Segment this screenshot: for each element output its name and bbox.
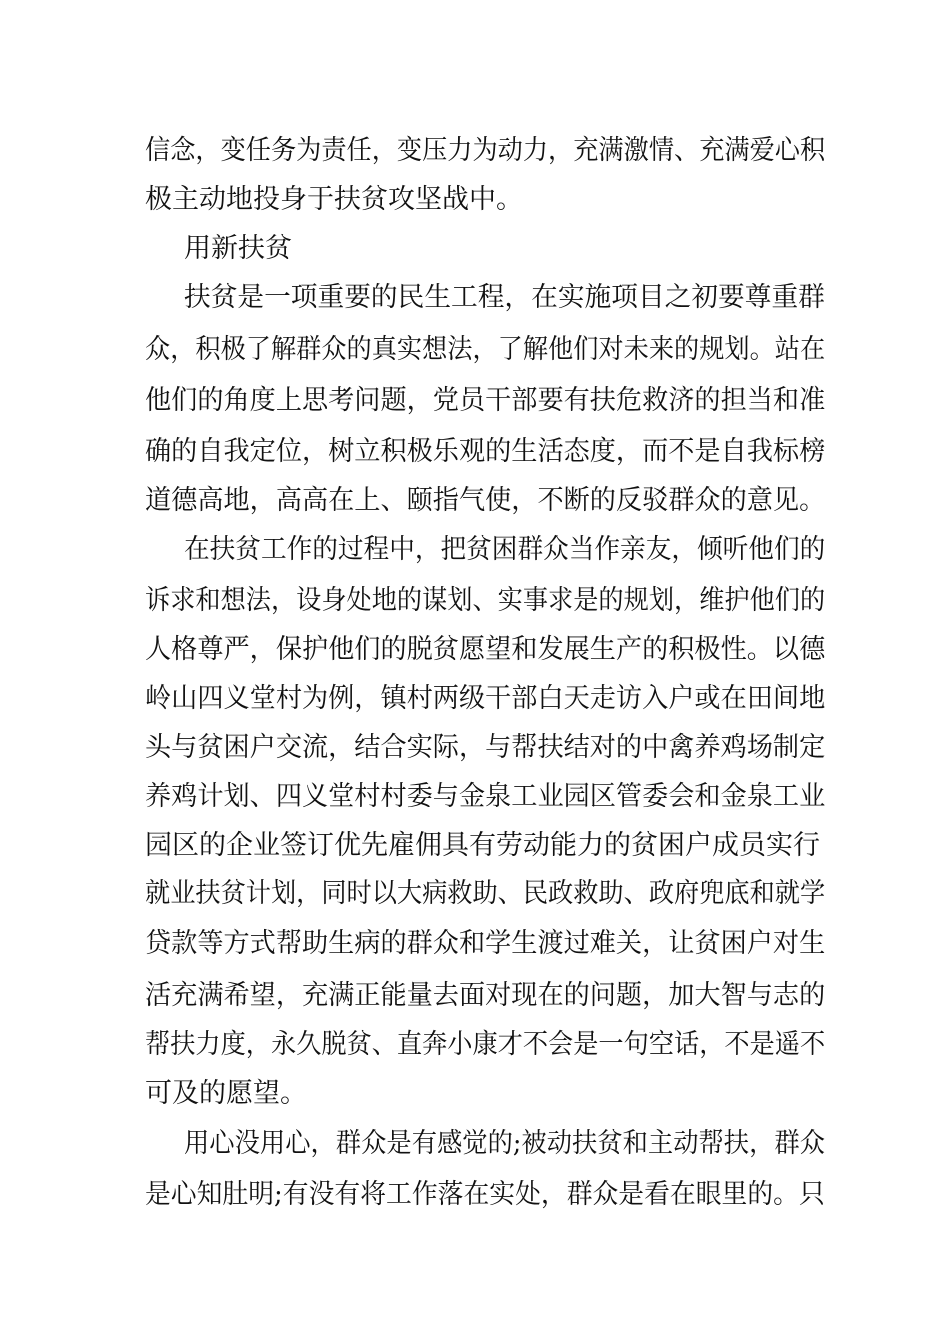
text-line: 园区的企业签订优先雇佣具有劳动能力的贫困户成员实行 [145, 830, 820, 861]
text-line: 确的自我定位，树立积极乐观的生活态度，而不是自我标榜 [145, 436, 826, 467]
text-line: 极主动地投身于扶贫攻坚战中。 [145, 184, 523, 215]
text-line: 贷款等方式帮助生病的群众和学生渡过难关，让贫困户对生 [145, 928, 826, 959]
text-line: 用心没用心，群众是有感觉的;被动扶贫和主动帮扶，群众 [184, 1128, 826, 1159]
text-line: 活充满希望，充满正能量去面对现在的问题，加大智与志的 [145, 980, 826, 1011]
text-line: 头与贫困户交流，结合实际，与帮扶结对的中禽养鸡场制定 [145, 732, 826, 763]
text-line: 帮扶力度，永久脱贫、直奔小康才不会是一句空话，不是遥不 [145, 1029, 826, 1060]
text-line: 信念，变任务为责任，变压力为动力，充满激情、充满爱心积 [145, 135, 826, 166]
text-line: 扶贫是一项重要的民生工程，在实施项目之初要尊重群 [184, 282, 825, 313]
text-line: 道德高地，高高在上、颐指气使，不断的反驳群众的意见。 [145, 485, 826, 516]
text-line: 岭山四义堂村为例，镇村两级干部白天走访入户或在田间地 [145, 683, 826, 714]
text-line: 在扶贫工作的过程中，把贫困群众当作亲友，倾听他们的 [184, 534, 826, 565]
text-line: 人格尊严，保护他们的脱贫愿望和发展生产的积极性。以德 [145, 634, 826, 665]
section-heading: 用新扶贫 [184, 233, 292, 264]
text-line: 就业扶贫计划，同时以大病救助、民政救助、政府兜底和就学 [145, 878, 826, 909]
text-line: 养鸡计划、四义堂村村委与金泉工业园区管委会和金泉工业 [145, 781, 826, 812]
text-line: 诉求和想法，设身处地的谋划、实事求是的规划，维护他们的 [145, 585, 826, 616]
text-line: 可及的愿望。 [145, 1078, 307, 1109]
text-line: 众，积极了解群众的真实想法，了解他们对未来的规划。站在 [145, 334, 826, 365]
text-line: 是心知肚明;有没有将工作落在实处，群众是看在眼里的。只 [145, 1179, 825, 1210]
text-line: 他们的角度上思考问题，党员干部要有扶危救济的担当和准 [145, 385, 826, 416]
